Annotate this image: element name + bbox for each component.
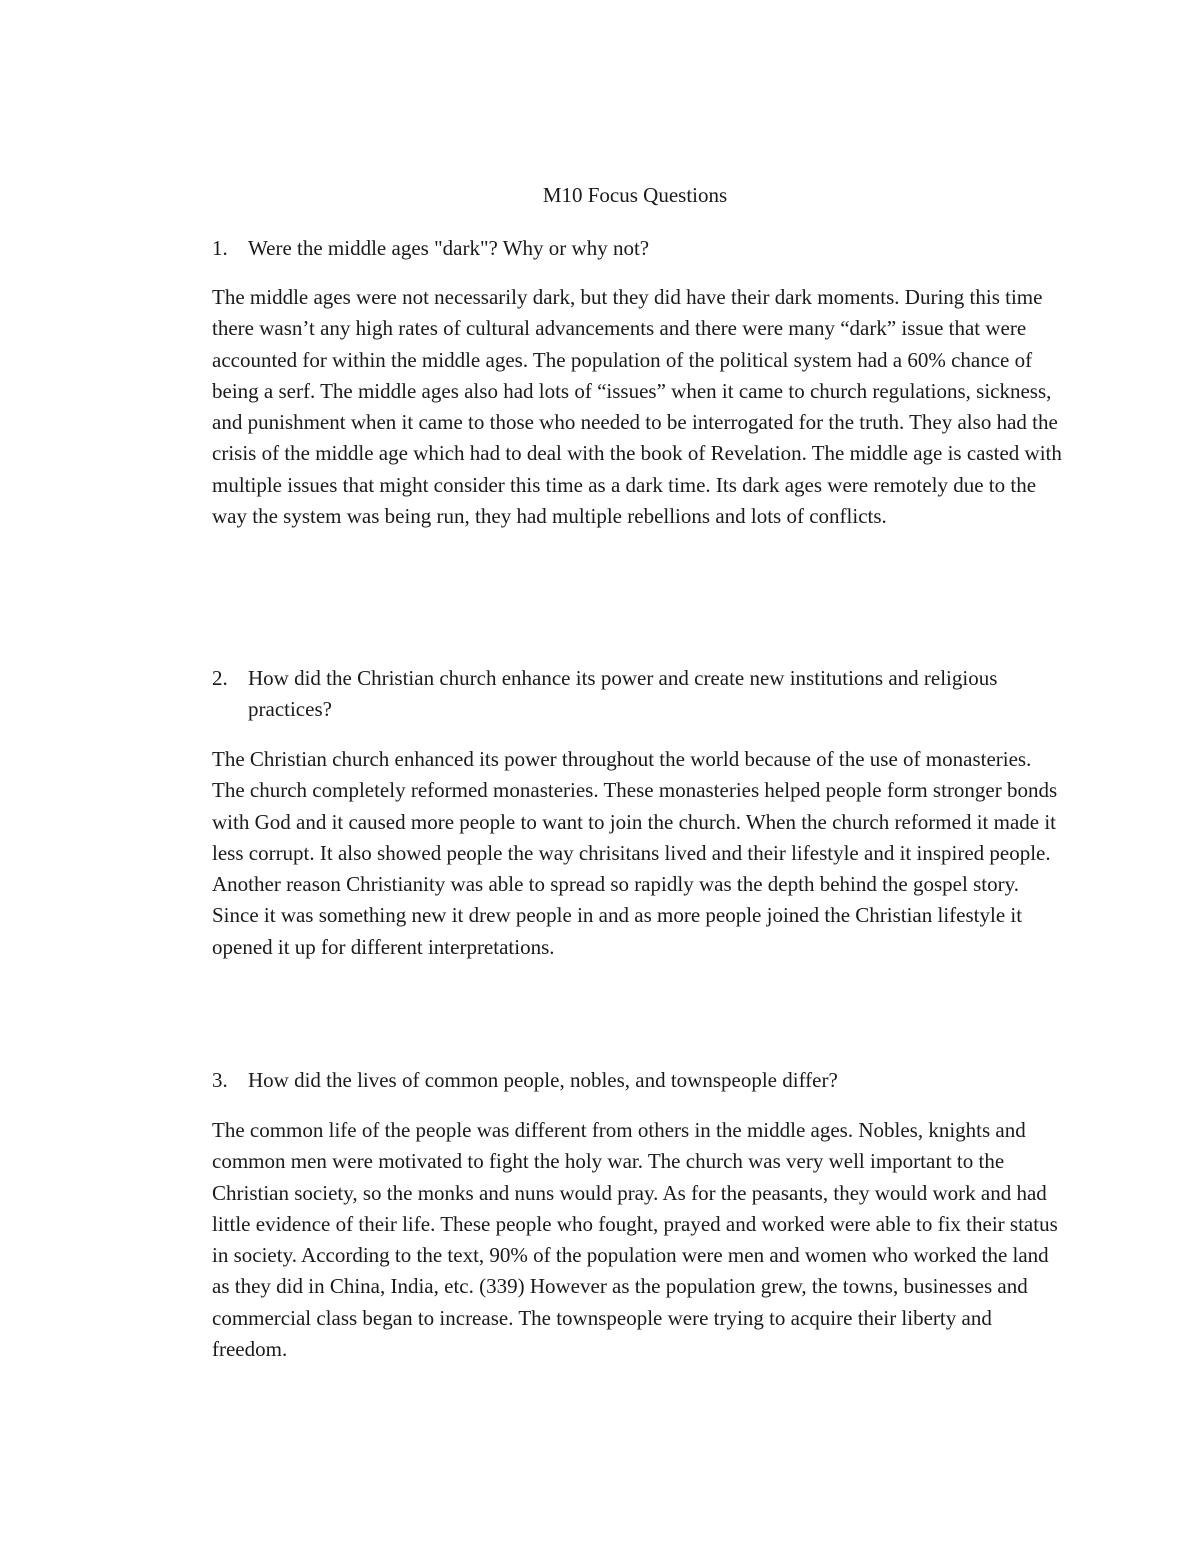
question-1 <box>212 233 1032 264</box>
question-text: How did the Christian church enhance its power and create new institutions and religious practices? <box>248 666 998 721</box>
answer-1: The middle ages were not necessarily dark, but they did have their dark moments. During this time there wasn’t any high rates of cultural advancements and there were many “dark” issue that were accounted for within the middle ages. The population of the political system had a 60% chance of being a serf. The middle ages also had lots of “issues” when it came to church regulations, sickness, and punishment when it came to those who needed to be interrogated for the truth. They also had the crisis of the middle age which had to deal with the book of Revelation. The middle age is casted with multiple issues that might consider this time as a dark time. Its dark ages were remotely due to the way the system was being run, they had multiple rebellions and lots of conflicts. <box>212 285 1062 529</box>
document-title: M10 Focus Questions <box>542 183 728 207</box>
question-number: 1. <box>212 236 228 260</box>
question-number: 3. <box>212 1068 228 1092</box>
question-number: 2. <box>212 666 228 690</box>
question-2 <box>212 663 1032 725</box>
question-text: Were the middle ages "dark"? Why or why not? <box>248 236 650 260</box>
question-3 <box>212 1065 1032 1096</box>
answer-2: The Christian church enhanced its power throughout the world because of the use of monasteries. The church completely reformed monasteries. These monasteries helped people form stronger bonds with God and it caused more people to want to join the church. When the church reformed it made it less corrupt. It also showed people the way chrisitans lived and their lifestyle and it inspired people. Another reason Christianity was able to spread so rapidly was the depth behind the gospel story. Since it was something new it drew people in and as more people joined the Christian lifestyle it opened it up for different interpretations. <box>212 747 1058 959</box>
question-text: How did the lives of common people, nobles, and townspeople differ? <box>248 1068 838 1092</box>
answer-3: The common life of the people was different from others in the middle ages. Nobles, knights and common men were motivated to fight the holy war. The church was very well important to the Christian society, so the monks and nuns would pray. As for the peasants, they would work and had little evidence of their life. These people who fought, prayed and worked were able to fix their status in society. According to the text, 90% of the population were men and women who worked the land as they did in China, India, etc. (339) However as the population grew, the towns, businesses and commercial class began to increase. The townspeople were trying to acquire their liberty and freedom. <box>212 1118 1058 1362</box>
